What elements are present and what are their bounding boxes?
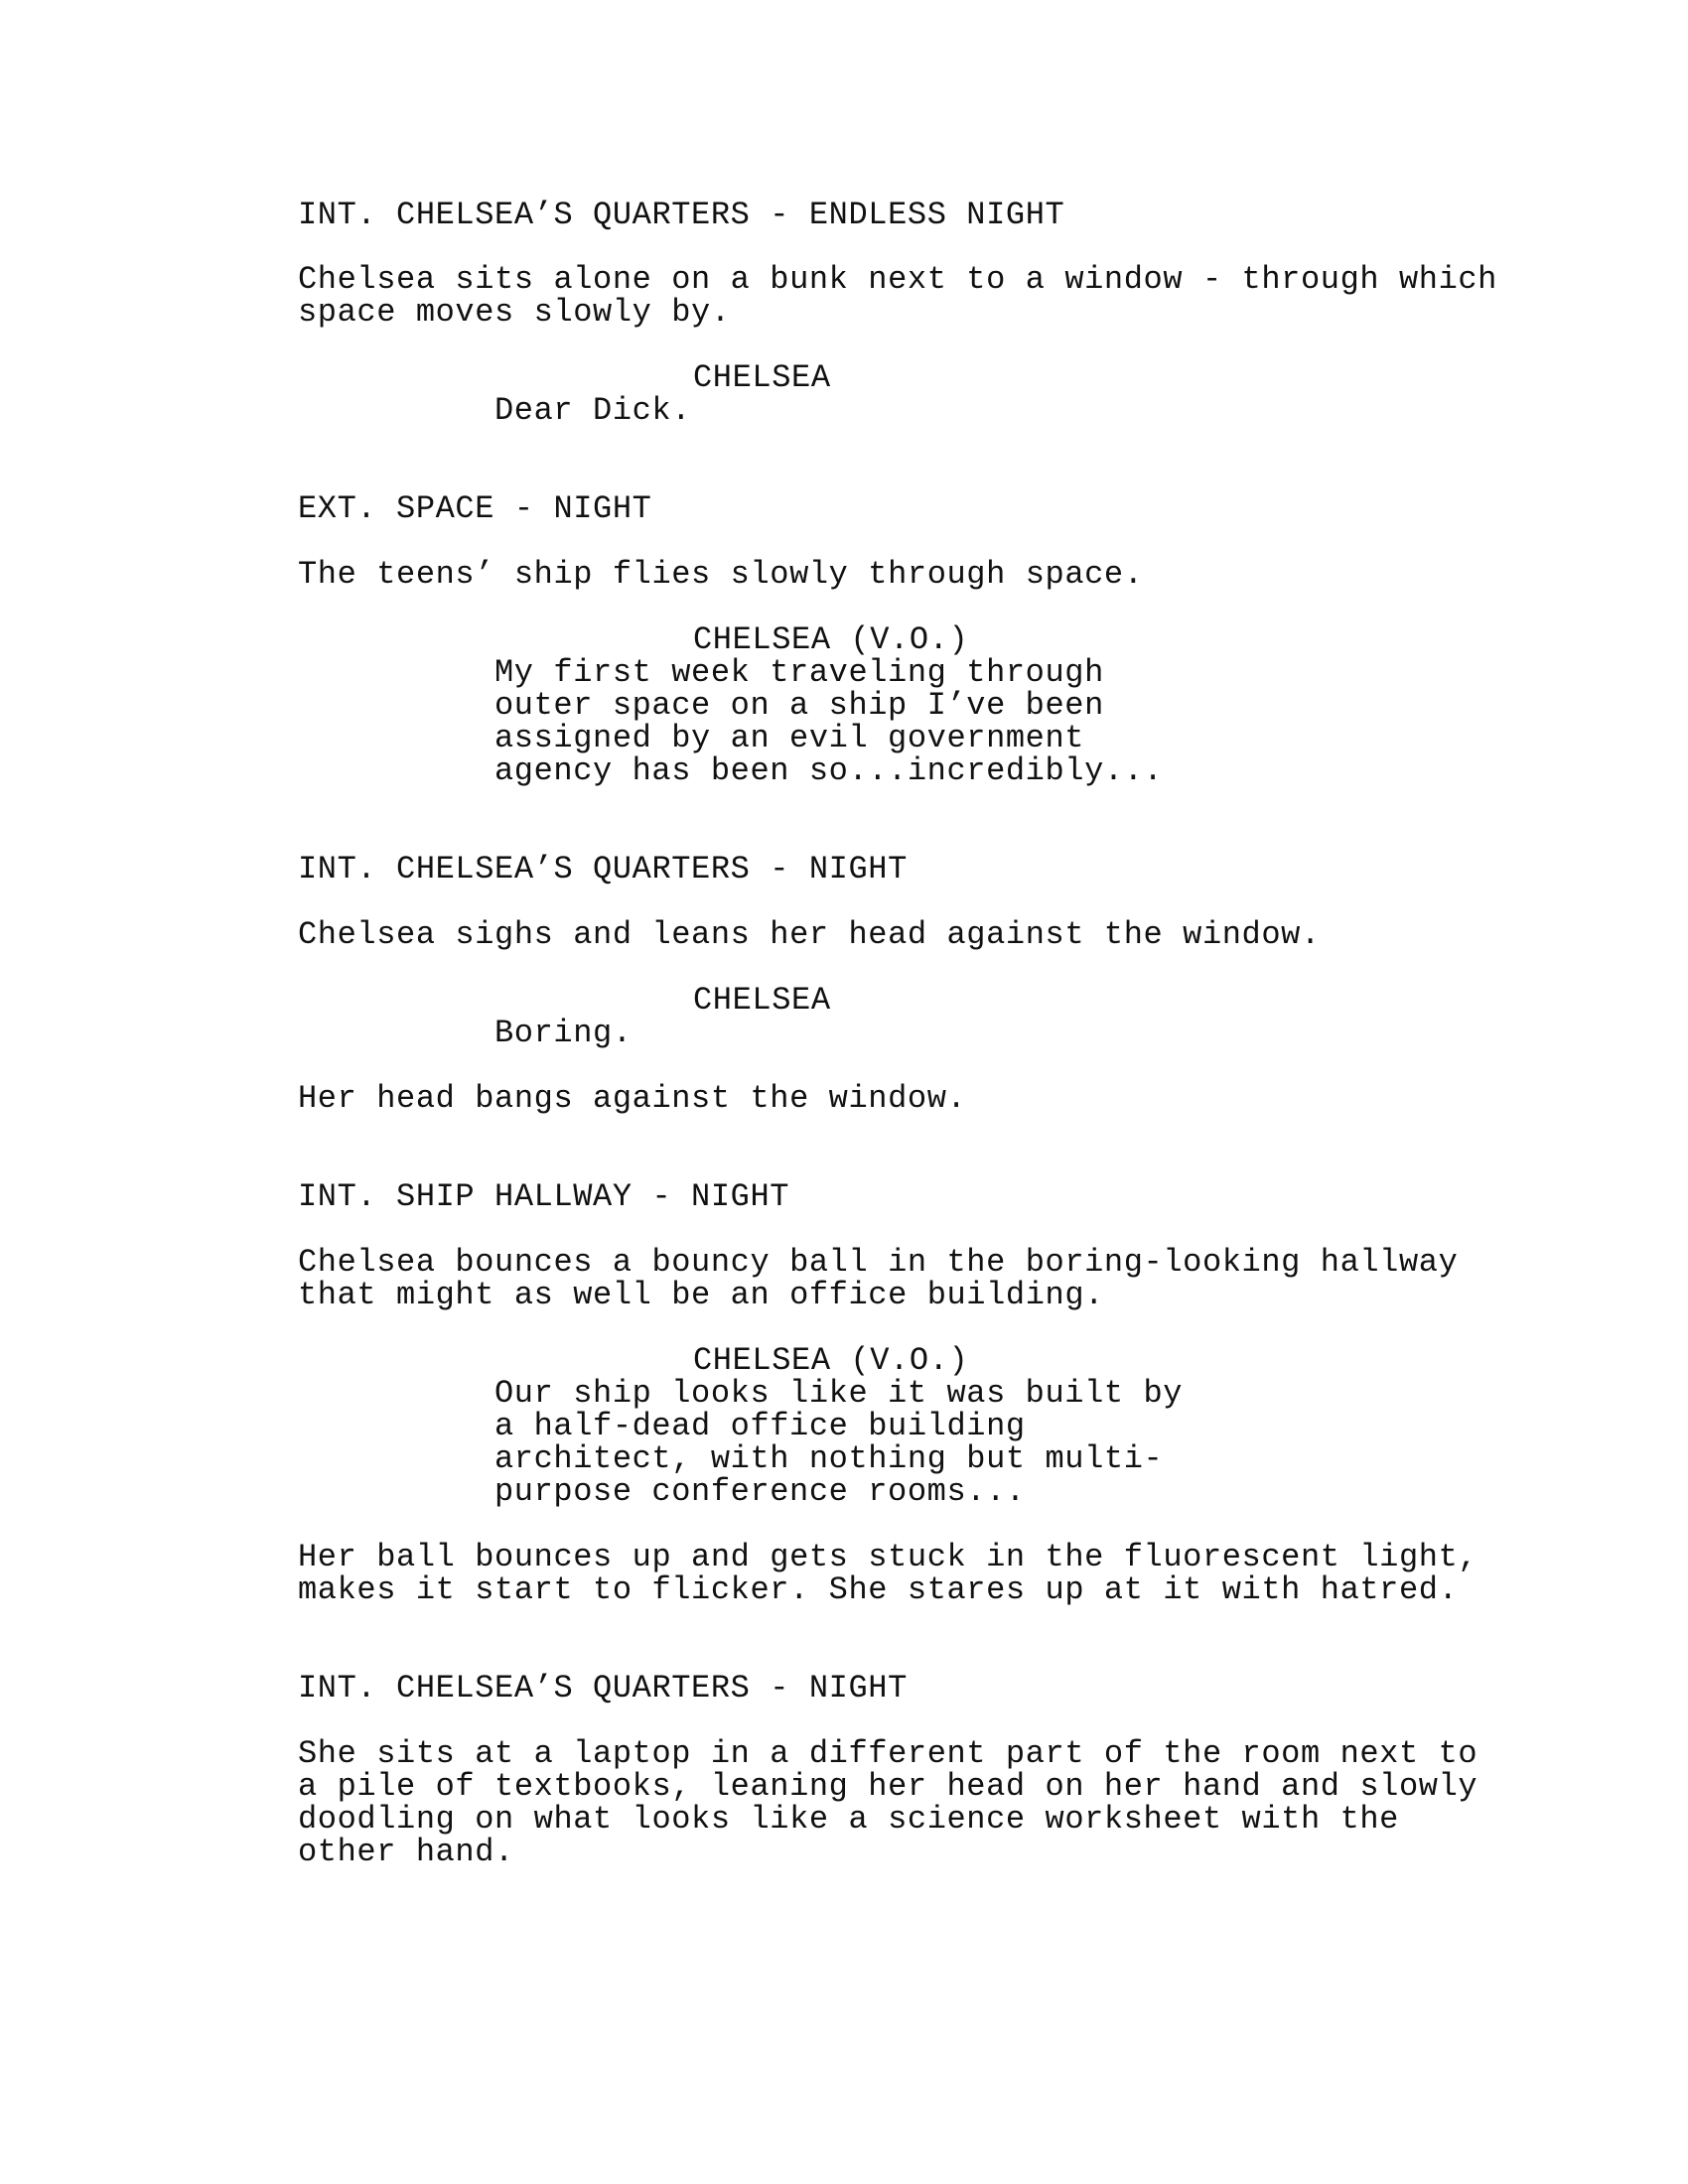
- action-line: She sits at a laptop in a different part of the room next to: [298, 1735, 1478, 1772]
- action-line: a pile of textbooks, leaning her head on her hand and slowly: [298, 1768, 1478, 1805]
- action-line: other hand.: [298, 1834, 514, 1870]
- dialogue-line: purpose conference rooms...: [494, 1473, 1026, 1510]
- dialogue-line: outer space on a ship I’ve been: [494, 687, 1104, 724]
- dialogue-line: Boring.: [494, 1015, 633, 1051]
- action-line: The teens’ ship flies slowly through space.: [298, 556, 1144, 593]
- action-line: Chelsea sits alone on a bunk next to a window - through which: [298, 261, 1497, 298]
- character-name: CHELSEA (V.O.): [693, 621, 969, 658]
- scene-heading: INT. CHELSEA’S QUARTERS - NIGHT: [298, 1670, 908, 1706]
- action-line: Her head bangs against the window.: [298, 1080, 967, 1117]
- character-name: CHELSEA: [693, 982, 831, 1019]
- action-line: Chelsea bounces a bouncy ball in the boring-looking hallway: [298, 1244, 1459, 1281]
- character-name: CHELSEA (V.O.): [693, 1342, 969, 1379]
- action-line: space moves slowly by.: [298, 294, 731, 331]
- scene-heading: INT. SHIP HALLWAY - NIGHT: [298, 1178, 790, 1215]
- scene-heading: INT. CHELSEA’S QUARTERS - ENDLESS NIGHT: [298, 197, 1065, 233]
- dialogue-line: Dear Dick.: [494, 392, 692, 429]
- scene-heading: EXT. SPACE - NIGHT: [298, 490, 652, 527]
- character-name: CHELSEA: [693, 359, 831, 396]
- dialogue-line: Our ship looks like it was built by: [494, 1375, 1184, 1412]
- dialogue-line: agency has been so...incredibly...: [494, 752, 1164, 789]
- action-line: that might as well be an office building.: [298, 1277, 1104, 1313]
- dialogue-line: architect, with nothing but multi-: [494, 1440, 1164, 1477]
- dialogue-line: a half-dead office building: [494, 1408, 1026, 1444]
- scene-heading: INT. CHELSEA’S QUARTERS - NIGHT: [298, 851, 908, 887]
- dialogue-line: My first week traveling through: [494, 654, 1104, 691]
- action-line: Chelsea sighs and leans her head against the window.: [298, 916, 1321, 953]
- action-line: makes it start to flicker. She stares up at it with hatred.: [298, 1571, 1459, 1608]
- action-line: doodling on what looks like a science worksheet with the: [298, 1801, 1399, 1838]
- action-line: Her ball bounces up and gets stuck in the fluorescent light,: [298, 1539, 1478, 1575]
- dialogue-line: assigned by an evil government: [494, 720, 1085, 756]
